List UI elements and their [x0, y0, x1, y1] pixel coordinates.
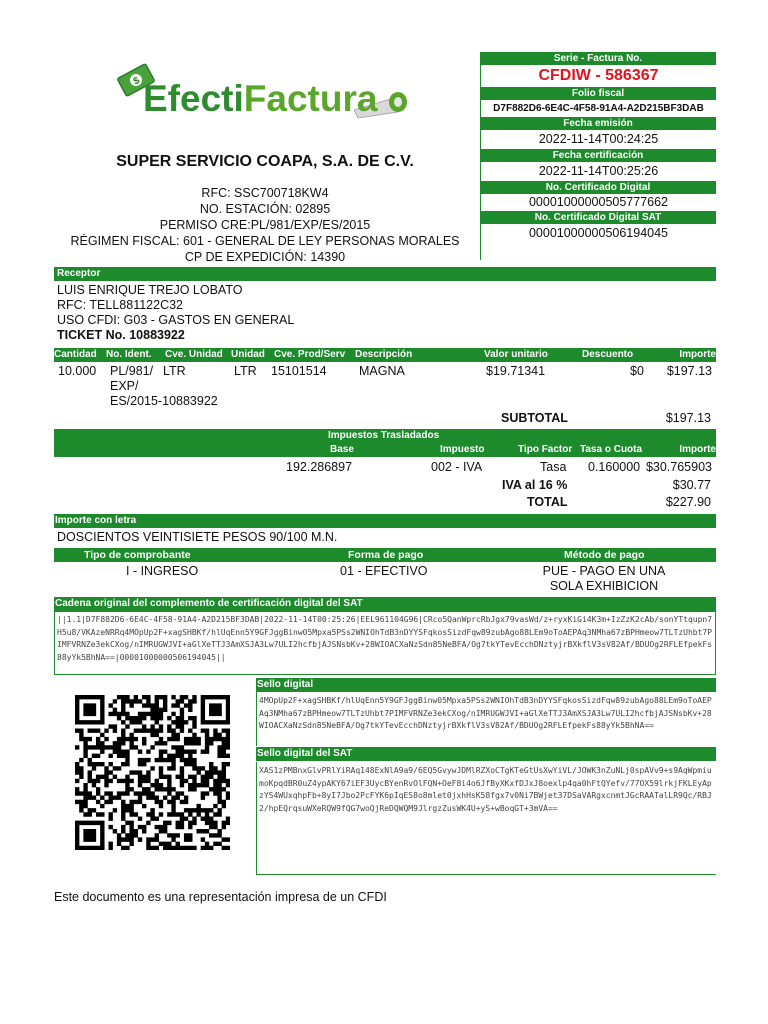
cell-cve-prod: 15101514 — [271, 364, 327, 378]
cell-valor: $19.71341 — [486, 364, 546, 378]
receptor-name: LUIS ENRIQUE TREJO LOBATO — [57, 283, 243, 297]
subtotal-value: $197.13 — [665, 411, 711, 425]
qr-code — [75, 695, 230, 850]
svg-text:$: $ — [131, 75, 142, 88]
issuer-regime: RÉGIMEN FISCAL: 601 - GENERAL DE LEY PERSONAS MORALES — [70, 234, 460, 248]
tax-impuesto: 002 - IVA — [431, 460, 483, 474]
tax-col-tipo: Tipo Factor — [518, 444, 573, 455]
folio-label: Folio fiscal — [480, 87, 716, 100]
sello-header: Sello digital — [256, 678, 716, 692]
tax-col-impuesto: Impuesto — [440, 444, 485, 455]
cell-descripcion: MAGNA — [359, 364, 405, 378]
logo-part1: Efecti — [143, 78, 244, 119]
tax-base: 192.286897 — [286, 460, 353, 474]
col-cve-unidad: Cve. Unidad — [165, 349, 223, 360]
importe-letra-header: Importe con letra — [54, 514, 716, 528]
payment-row — [54, 564, 716, 596]
cell-importe: $197.13 — [666, 364, 712, 378]
issuer-block — [55, 153, 475, 265]
col-unidad: Unidad — [231, 349, 265, 360]
payment-metodo-2: SOLA EXHIBICION — [549, 579, 659, 593]
logo-part2: Factura — [243, 78, 378, 119]
cell-descuento: $0 — [630, 364, 644, 378]
payment-col-tipo: Tipo de comprobante — [84, 549, 191, 561]
col-cantidad: Cantidad — [54, 349, 97, 360]
fecha-cert-label: Fecha certificación — [480, 149, 716, 162]
sello-sat-value: XAS1zPMBnxGlvPRlYiRAq148ExNlA9a9/6EQ5GvywJDMlRZXoCTgKTeGtUsXwYiVL/JOWK3nZuNLj0spAVv9+s9AqWpmiumoKpqdBR0uZ4ypAKY67iEF3UycBYenRvOlFQN+OeF8i4o6JfByXKxfDJxJ8oexlp4qa0hFtQYefv/77OX59lrkjFKLEyApzYS4WUxqhpFb+8yI7Jbo2PcFYK6pIqES8o8mlet0jxhHsK58fgx7v0Ni7BWjet37DSaVARgxcnmtJGcRAATalLR9Qc/RBJ2/hpEQrqsuWXeRQW9fQG7woQjReDQWQM9JlrgzZusWK4U+yS+wBoqGT+3mVA== — [256, 762, 716, 875]
items-header — [54, 348, 716, 362]
col-descripcion: Descripción — [355, 349, 413, 360]
folio-value: D7F882D6-6E4C-4F58-91A4-A2D215BF3DAB — [480, 100, 716, 117]
iva-label: IVA al 16 % — [502, 478, 568, 492]
col-descuento: Descuento — [582, 349, 634, 360]
fecha-emision-value: 2022-11-14T00:24:25 — [480, 130, 716, 149]
col-ident: No. Ident. — [106, 349, 152, 360]
issuer-station: NO. ESTACIÓN: 02895 — [199, 202, 331, 216]
receptor-rfc: RFC: TELL881122C32 — [57, 298, 184, 312]
payment-header — [54, 548, 716, 562]
invoice-panel — [480, 52, 716, 260]
receptor-block — [57, 283, 707, 343]
receptor-ticket: TICKET No. 10883922 — [57, 328, 185, 342]
cell-ident-1: PL/981/ — [110, 364, 154, 378]
payment-col-metodo: Método de pago — [564, 549, 645, 561]
serie-value: CFDIW - 586367 — [480, 65, 716, 87]
qr-modules — [75, 695, 230, 850]
cell-unidad: LTR — [234, 364, 257, 378]
fecha-emision-label: Fecha emisión — [480, 117, 716, 130]
payment-tipo: I - INGRESO — [126, 564, 199, 578]
cadena-value: ||1.1|D7F882D6-6E4C-4F58-91A4-A2D215BF3DAB|2022-11-14T00:25:26|EEL961104G96|CRco5QanWprcRbJgx79vasWd/z+ryxKiGi4K3m+IzZzK2cAb/sonYTtqupn7H5u8/VKAzeNRRq4MOpUp2F+xagSHBKf/hlUqEnn5Y9GFJggBinw05Mpxa5PSs2WNIOhTdB3nDYYSFqkosSizdFqw89zubAgo88LEm9oToAEPAq3NMha67zBPHmeow7TLTzUhbt7PIMFVRNZe3ekCXog/nIMRUGWJVI+aGlXeTTJ3AmXSJA3Lw7ULI2hcfbjAJSNsbKv+28WIOACXaNzSdn85NeBFA/Og7tkYTevEcchDNztyjrBXkflV3sV82Af/BDUOg2RFLEfpekFs88yYk5BhNA==|00001000000506194045|| — [54, 611, 716, 675]
receptor-header: Receptor — [54, 267, 716, 281]
sello-value: 4MOpUp2F+xagSHBKf/hlUqEnn5Y9GFJggBinw05Mpxa5PSs2WNIOhTdB3nDYYSFqkosSizdFqw89zubAgo88LEm9oToAEPAq3NMha67zBPHmeow7TLTzUhbt7PIMFVRNZe3ekCXog/nIMRUGWJVI+aGlXeTTJ3AmXSJA3Lw7ULI2hcfbjAJSNsbKv+28WIOACXaNzSdn85NeBFA/Og7tkYTevEcchDNztyjrBXkflV3sV82Af/BDUOg2RFLEfpekFs88yYk5BhNA== — [256, 692, 716, 746]
issuer-rfc: RFC: SSC700718KW4 — [201, 186, 329, 200]
sello-sat-header: Sello digital del SAT — [256, 747, 716, 761]
receptor-uso: USO CFDI: G03 - GASTOS EN GENERAL — [57, 313, 295, 327]
tax-importe: $30.765903 — [645, 460, 712, 474]
issuer-name: SUPER SERVICIO COAPA, S.A. DE C.V. — [116, 153, 414, 170]
cert-label: No. Certificado Digital — [480, 181, 716, 194]
tax-row — [54, 460, 716, 476]
tax-tipo: Tasa — [540, 460, 567, 474]
cadena-header: Cadena original del complemento de certificación digital del SAT — [54, 597, 716, 611]
iva-value: $30.77 — [672, 478, 711, 492]
col-importe: Importe — [679, 349, 716, 360]
footer-note: Este documento es una representación impresa de un CFDI — [54, 890, 387, 904]
importe-letra-value: DOSCIENTOS VEINTISIETE PESOS 90/100 M.N. — [57, 530, 338, 544]
issuer-permit: PERMISO CRE:PL/981/EXP/ES/2015 — [159, 218, 371, 232]
cell-cve-unidad: LTR — [163, 364, 186, 378]
fecha-cert-value: 2022-11-14T00:25:26 — [480, 162, 716, 181]
payment-forma: 01 - EFECTIVO — [340, 564, 428, 578]
logo-text — [143, 78, 377, 120]
tax-col-tasa: Tasa o Cuota — [580, 444, 643, 455]
payment-metodo — [524, 564, 684, 594]
payment-metodo-1: PUE - PAGO EN UNA — [542, 564, 666, 578]
col-valor: Valor unitario — [484, 349, 548, 360]
serie-label: Serie - Factura No. — [480, 52, 716, 65]
tax-tasa: 0.160000 — [588, 460, 641, 474]
cert-sat-value: 00001000000506194045 — [480, 224, 716, 260]
payment-col-forma: Forma de pago — [348, 549, 424, 561]
cell-ident-2: EXP/ — [110, 379, 139, 393]
col-cve-prod: Cve. Prod/Serv — [274, 349, 346, 360]
tax-col-base: Base — [330, 444, 354, 455]
total-value: $227.90 — [665, 495, 711, 509]
taxes-title: Impuestos Trasladados — [328, 430, 440, 441]
cert-sat-label: No. Certificado Digital SAT — [480, 211, 716, 224]
cell-ident-3: ES/2015-10883922 — [110, 394, 218, 408]
taxes-header — [54, 429, 716, 457]
subtotal-label: SUBTOTAL — [501, 411, 568, 425]
issuer-cp: CP DE EXPEDICIÓN: 14390 — [184, 250, 346, 264]
total-label: TOTAL — [527, 495, 568, 509]
cert-value: 00001000000505777662 — [480, 194, 716, 211]
tax-col-importe: Importe — [679, 444, 716, 455]
table-row — [54, 364, 716, 414]
cell-cantidad: 10.000 — [58, 364, 97, 378]
